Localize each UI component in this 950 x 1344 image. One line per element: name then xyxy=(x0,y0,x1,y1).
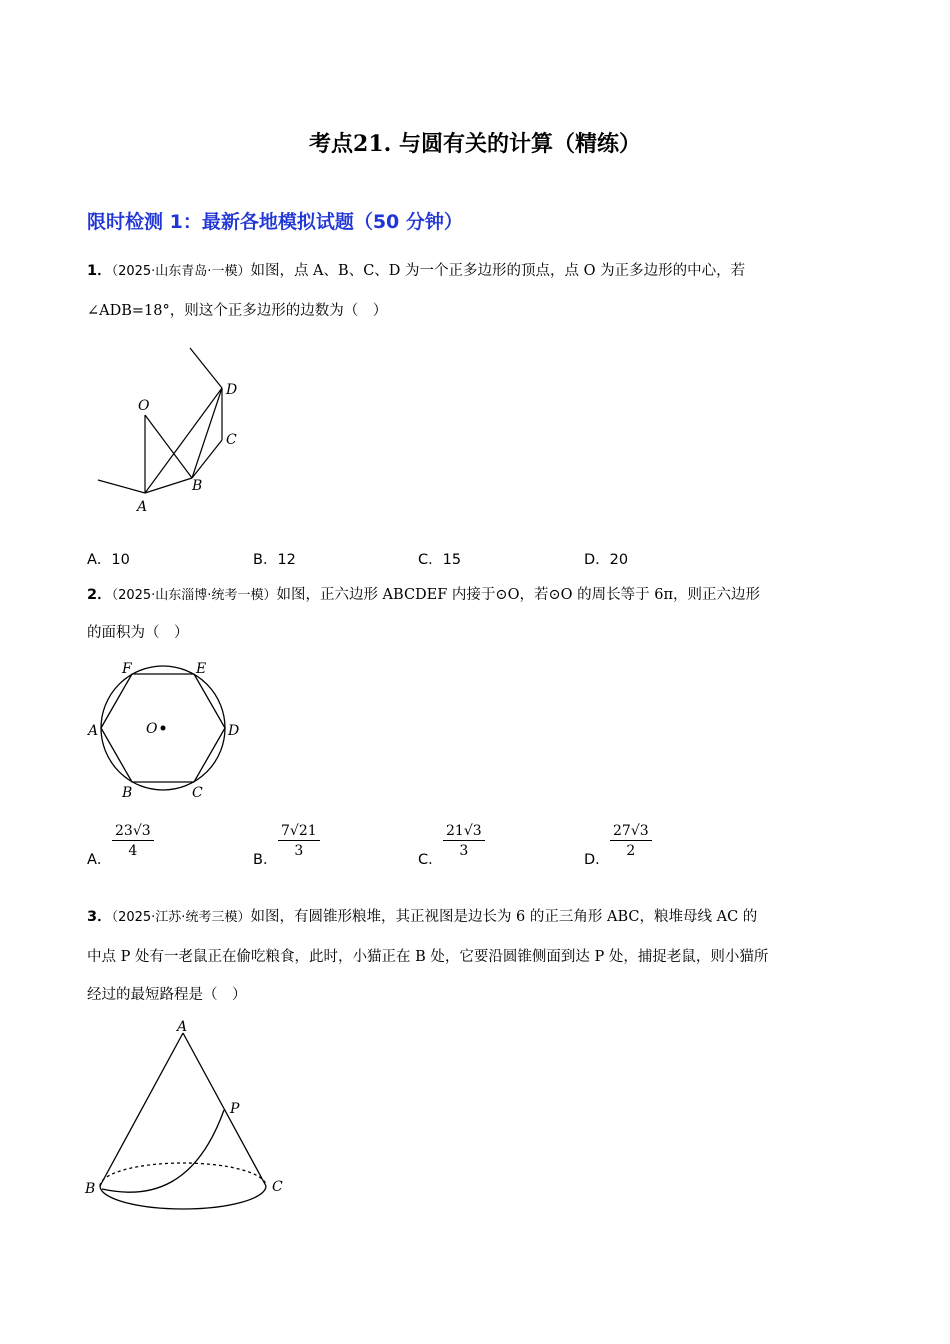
question-3-line-2 xyxy=(87,938,865,976)
label-A: A xyxy=(137,499,148,515)
label-O: O xyxy=(138,398,150,414)
page-title: 考点21. 与圆有关的计算（精练） xyxy=(309,131,641,157)
question-3-line-1 xyxy=(87,898,865,937)
q1-option-a[interactable]: A．10 xyxy=(87,552,130,568)
question-2-line-2 xyxy=(87,614,865,652)
label-A: A xyxy=(88,723,99,739)
label-B: B xyxy=(122,785,133,801)
question-2-number: 2． xyxy=(87,587,112,603)
q1-option-d[interactable]: D．20 xyxy=(584,552,629,568)
q1-option-c[interactable]: C．15 xyxy=(418,552,462,568)
question-2-line-1 xyxy=(87,576,865,615)
label-C: C xyxy=(226,432,237,448)
q2-option-b-letter[interactable]: B． xyxy=(253,852,278,868)
q2-option-a-letter[interactable]: A． xyxy=(87,852,112,868)
center-point xyxy=(161,726,166,731)
section-heading: 限时检测 1：最新各地模拟试题（50 分钟） xyxy=(87,211,463,233)
question-3-text-c: 经过的最短路程是（ ） xyxy=(87,987,247,1003)
label-C: C xyxy=(192,785,203,801)
question-1-line-1 xyxy=(87,252,865,291)
figure-3-cone xyxy=(82,1015,302,1235)
q2-option-b-fraction[interactable]: $\frac{7√21}{3}$ xyxy=(278,823,320,859)
question-2-source: （2025·山东淄博·统考一模） xyxy=(111,588,277,603)
q2-option-a-fraction[interactable]: $\frac{23√3}{4}$ xyxy=(112,823,154,859)
question-1-number: 1． xyxy=(87,263,112,279)
question-3-source: （2025·江苏·统考三模） xyxy=(111,910,251,925)
label-F: F xyxy=(122,661,132,677)
q2-option-d-letter[interactable]: D． xyxy=(584,852,610,868)
label-C: C xyxy=(272,1179,283,1195)
question-1-source: （2025·山东青岛·一模） xyxy=(111,264,251,279)
question-1-text-b: ∠ADB=18°，则这个正多边形的边数为（ ） xyxy=(87,303,388,319)
question-3-text-a: 如图，有圆锥形粮堆，其正视图是边长为 6 的正三角形 ABC，粮堆母线 AC 的 xyxy=(250,909,758,925)
question-3-line-3 xyxy=(87,976,865,1014)
question-1-text-a: 如图，点 A、B、C、D 为一个正多边形的顶点，点 O 为正多边形的中心，若 xyxy=(250,263,746,279)
q2-option-c-fraction[interactable]: $\frac{21√3}{3}$ xyxy=(443,823,485,859)
figure-2-hexagon xyxy=(86,656,246,804)
label-A: A xyxy=(177,1019,188,1035)
label-P: P xyxy=(230,1101,240,1117)
question-2-text-a: 如图，正六边形 ABCDEF 内接于⊙O，若⊙O 的周长等于 6π，则正六边形 xyxy=(276,587,760,603)
figure-1-polygon xyxy=(90,340,260,520)
q2-option-d-fraction[interactable]: $\frac{27√3}{2}$ xyxy=(610,823,652,859)
question-2-text-b: 的面积为（ ） xyxy=(87,625,189,641)
q2-option-c-letter[interactable]: C． xyxy=(418,852,443,868)
label-B: B xyxy=(85,1181,96,1197)
label-O: O xyxy=(146,721,158,737)
question-1-line-2 xyxy=(87,292,865,330)
label-B: B xyxy=(192,478,203,494)
question-3-text-b: 中点 P 处有一老鼠正在偷吃粮食，此时，小猫正在 B 处，它要沿圆锥侧面到达 P 处，捕捉老鼠，则小猫所 xyxy=(87,949,769,965)
label-E: E xyxy=(196,661,207,677)
question-3-number: 3． xyxy=(87,909,112,925)
label-D: D xyxy=(228,723,240,739)
label-D: D xyxy=(226,382,238,398)
q1-option-b[interactable]: B．12 xyxy=(253,552,296,568)
